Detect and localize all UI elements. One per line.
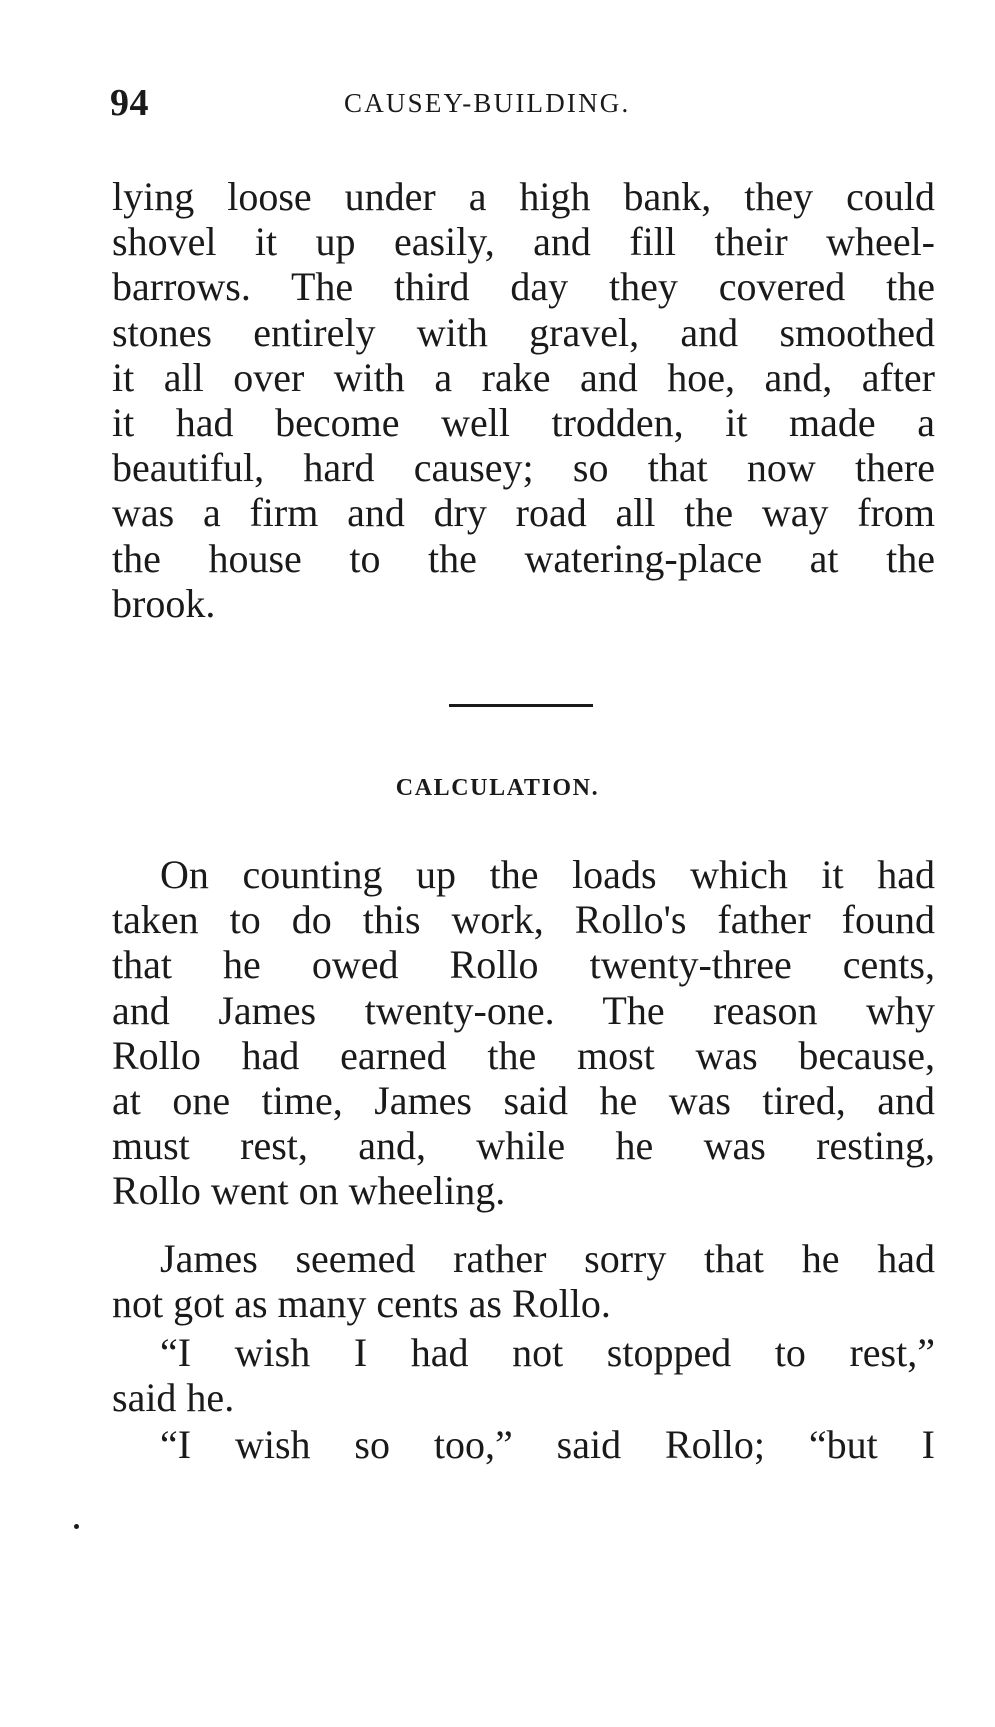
text-line: stones entirely with gravel, and smoothed <box>112 309 935 355</box>
text-line: at one time, James said he was tired, and <box>112 1077 935 1123</box>
text-line: the house to the watering-place at the <box>112 535 935 581</box>
text-line: James seemed rather sorry that he had <box>160 1236 935 1281</box>
text-line: beautiful, hard causey; so that now there <box>112 445 935 491</box>
text-line: Rollo went on wheeling. <box>112 1168 506 1214</box>
text-line: that he owed Rollo twenty-three cents, <box>112 942 935 988</box>
paragraph-1 <box>112 174 935 626</box>
text-line: brook. <box>112 580 216 626</box>
page-number: 94 <box>110 82 149 124</box>
section-heading: CALCULATION. <box>395 775 600 801</box>
text-line: Rollo had earned the most was because, <box>112 1032 935 1078</box>
text-line: taken to do this work, Rollo's father found <box>112 897 935 943</box>
text-line: shovel it up easily, and fill their wheel- <box>112 219 935 265</box>
text-line: “I wish so too,” said Rollo; “but I <box>160 1422 935 1467</box>
running-head: CAUSEY-BUILDING. <box>344 88 631 118</box>
text-line: it all over with a rake and hoe, and, after <box>112 354 935 400</box>
text-line: not got as many cents as Rollo. <box>112 1281 611 1327</box>
text-line: said he. <box>112 1375 235 1421</box>
text-line: barrows. The third day they covered the <box>112 264 935 310</box>
paragraph-2 <box>112 852 935 1214</box>
text-line: lying loose under a high bank, they could <box>112 174 935 219</box>
text-line: was a firm and dry road all the way from <box>112 490 935 536</box>
text-line: it had become well trodden, it made a <box>112 399 935 445</box>
page-header <box>110 78 930 128</box>
paragraph-3 <box>112 1236 935 1326</box>
text-line: must rest, and, while he was resting, <box>112 1123 935 1169</box>
text-line: On counting up the loads which it had <box>160 852 935 897</box>
ink-speck <box>74 1524 79 1529</box>
paragraph-5 <box>112 1422 935 1467</box>
text-line: “I wish I had not stopped to rest,” <box>160 1330 935 1375</box>
section-divider <box>449 704 593 707</box>
paragraph-4 <box>112 1330 935 1420</box>
text-line: and James twenty-one. The reason why <box>112 987 935 1033</box>
